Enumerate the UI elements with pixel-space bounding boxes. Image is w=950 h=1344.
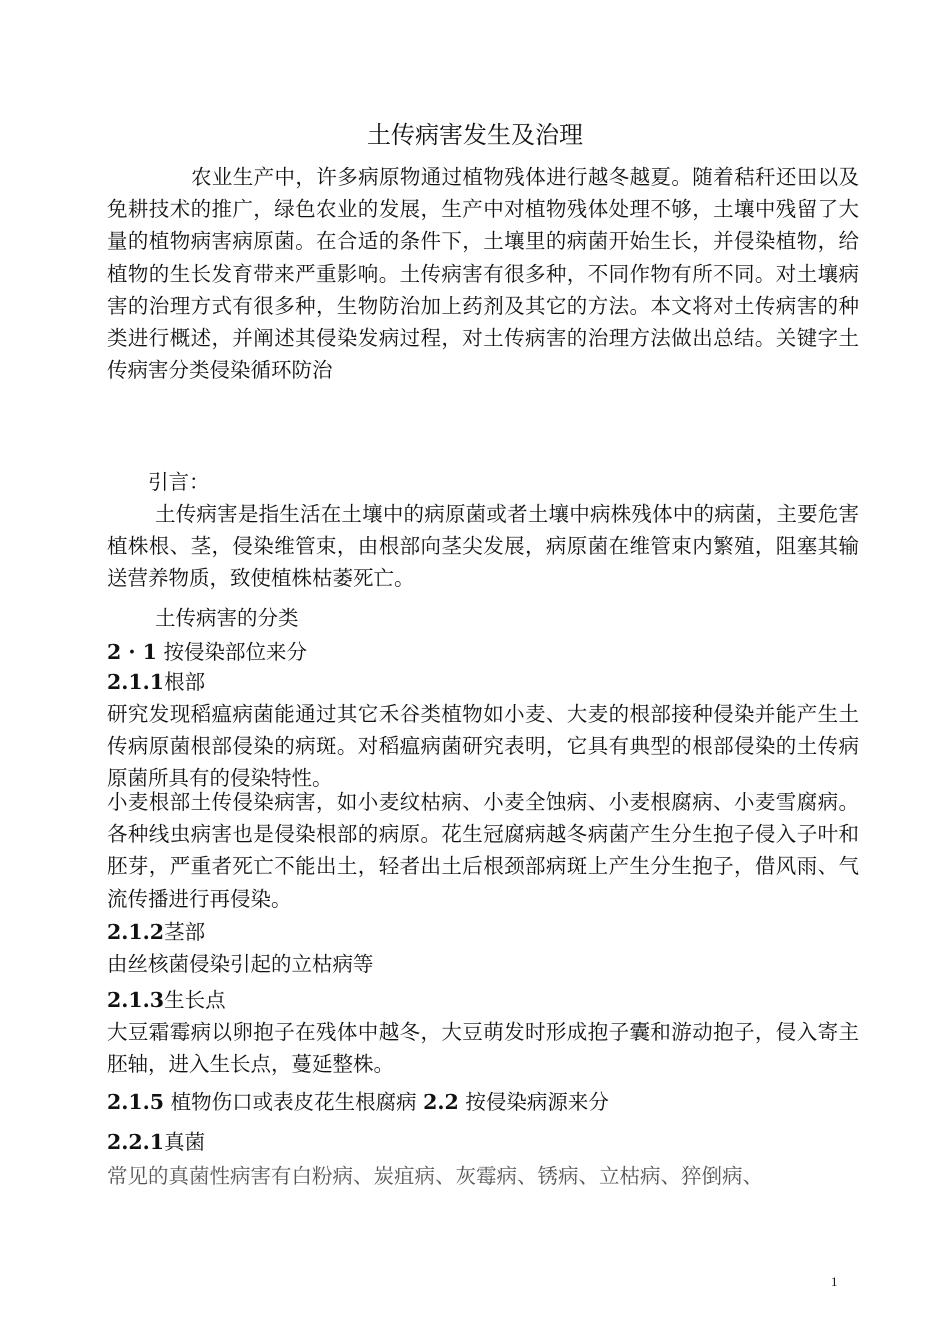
- growing-point-paragraph: 大豆霜霉病以卵抱子在残体中越冬，大豆萌发时形成抱子囊和游动抱子，侵入寄主胚轴，进入生长点，蔓延整株。: [107, 1020, 859, 1077]
- section-2-1-heading: [107, 636, 307, 668]
- section-title: 根部: [164, 670, 206, 694]
- section-number: 2 · 1: [107, 640, 157, 664]
- stem-paragraph: 由丝核菌侵染引起的立枯病等: [107, 952, 374, 976]
- section-title: 植物伤口或表皮花生根腐病: [170, 1090, 417, 1114]
- section-2-1-2-heading: [107, 916, 205, 948]
- intro-label: 引言：: [148, 470, 210, 494]
- abstract-paragraph: 农业生产中，许多病原物通过植物残体进行越冬越夏。随着秸秆还田以及免耕技术的推广，绿色农业的发展，生产中对植物残体处理不够，土壤中残留了大量的植物病害病原菌。在合适的条件下，土壤里的病菌开始生长，并侵染植物，给植物的生长发育带来严重影响。土传病害有很多种，不同作物有所不同。对土壤病害的治理方式有很多种，生物防治加上药剂及其它的方法。本文将对土传病害的种类进行概述，并阐述其侵染发病过程，对土传病害的治理方法做出总结。关键字土传病害分类侵染循环防治: [107, 165, 859, 383]
- section-number: 2.1.1: [107, 670, 165, 694]
- fungi-paragraph: 常见的真菌性病害有白粉病、炭疽病、灰霉病、锈病、立枯病、猝倒病、: [107, 1164, 763, 1188]
- classification-heading: 土传病害的分类: [155, 606, 299, 630]
- page-number: 1: [831, 1274, 838, 1289]
- section-title: 按侵染部位来分: [163, 640, 307, 664]
- section-2-1-1-heading: [107, 666, 205, 698]
- section-2-2-1-heading: [107, 1126, 205, 1158]
- section-number: 2.2: [423, 1090, 459, 1114]
- section-number: 2.1.2: [107, 920, 165, 944]
- section-title: 茎部: [164, 920, 206, 944]
- section-number: 2.1.5: [107, 1090, 165, 1114]
- section-2-1-5-heading: [107, 1086, 609, 1118]
- section-number: 2.2.1: [107, 1130, 165, 1154]
- section-title: 生长点: [164, 988, 226, 1012]
- root-paragraph-1: 研究发现稻瘟病菌能通过其它禾谷类植物如小麦、大麦的根部接种侵染并能产生土传病原菌根部侵染的病斑。对稻瘟病菌研究表明，它具有典型的根部侵染的土传病原菌所具有的侵染特性。: [107, 702, 859, 791]
- section-title: 按侵染病源来分: [465, 1090, 609, 1114]
- section-title: 真菌: [164, 1130, 206, 1154]
- section-2-1-3-heading: [107, 984, 226, 1016]
- intro-paragraph: 土传病害是指生活在土壤中的病原菌或者土壤中病株残体中的病菌，主要危害植株根、茎，侵染维管束，由根部向茎尖发展，病原菌在维管束内繁殖，阻塞其输送营养物质，致使植株枯萎死亡。: [107, 502, 859, 591]
- document-title: 土传病害发生及治理: [367, 121, 583, 149]
- section-number: 2.1.3: [107, 988, 165, 1012]
- root-paragraph-2: 小麦根部土传侵染病害，如小麦纹枯病、小麦全蚀病、小麦根腐病、小麦雪腐病。各种线虫病害也是侵染根部的病原。花生冠腐病越冬病菌产生分生抱子侵入子叶和胚芽，严重者死亡不能出土，轻者出土后根颈部病斑上产生分生抱子，借风雨、气流传播进行再侵染。: [107, 790, 859, 911]
